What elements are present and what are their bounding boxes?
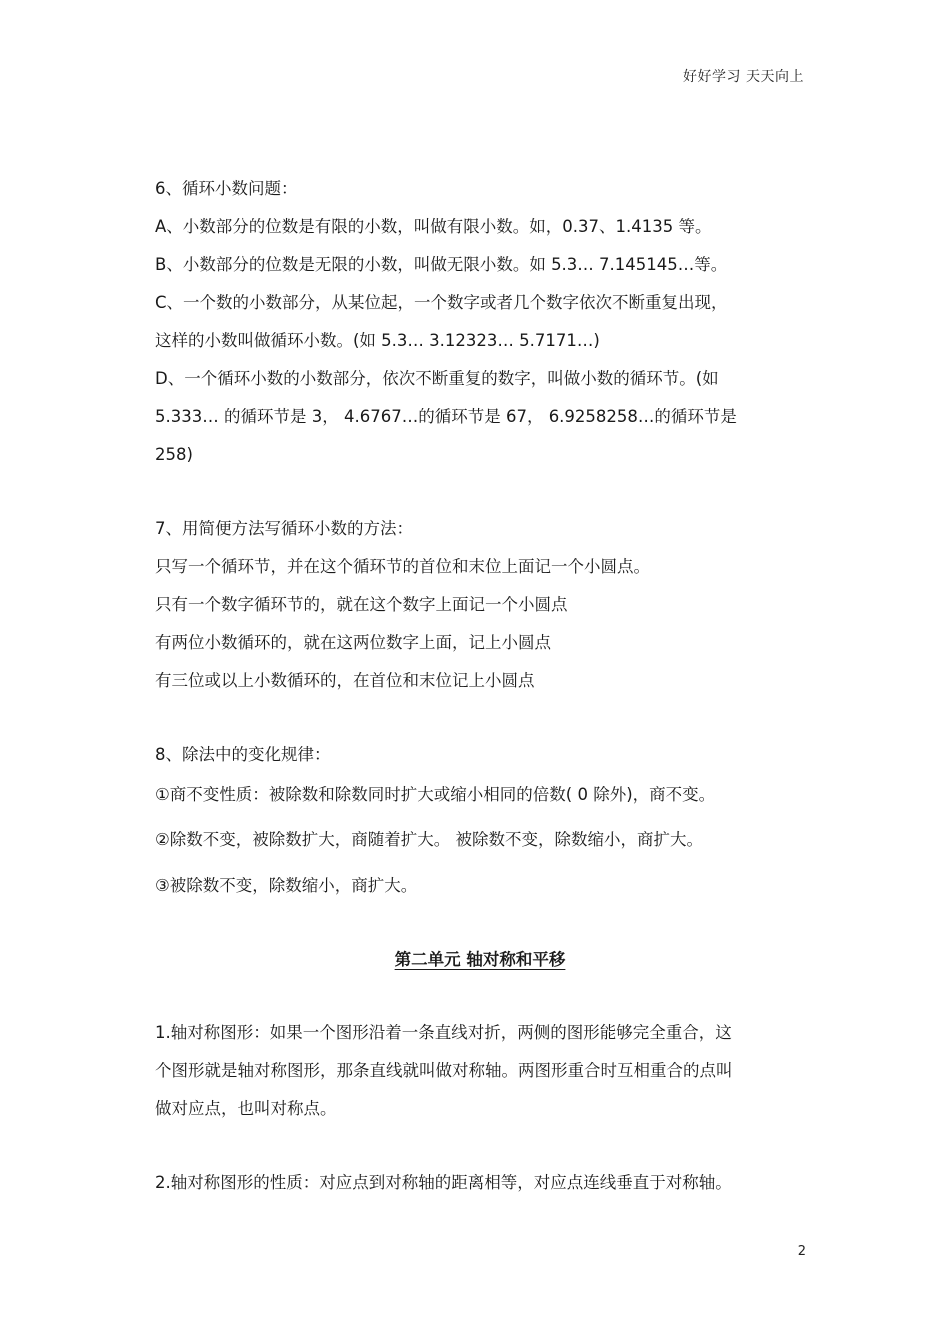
unit-2-paragraph1-line3: 做对应点，也叫对称点。 [155,1099,337,1118]
section-8-heading: 8、除法中的变化规律： [155,745,331,764]
unit-2-title: 第二单元 轴对称和平移 [394,950,566,969]
unit-2-paragraph1-line1: 1.轴对称图形：如果一个图形沿着一条直线对折，两侧的图形能够完全重合，这 [155,1023,732,1042]
section-7-line2: 只有一个数字循环节的，就在这个数字上面记一个小圆点 [155,595,568,614]
section-6-item-d-line1: D、一个循环小数的小数部分，依次不断重复的数字，叫做小数的循环节。(如 [155,369,719,388]
section-6-item-a: A、小数部分的位数是有限的小数，叫做有限小数。如，0.37、1.4135 等。 [155,217,712,236]
section-7-line4: 有三位或以上小数循环的，在首位和末位记上小圆点 [155,671,535,690]
unit-2-paragraph2: 2.轴对称图形的性质：对应点到对称轴的距离相等，对应点连线垂直于对称轴。 [155,1173,732,1192]
section-8-rule2: ②除数不变，被除数扩大，商随着扩大。 被除数不变，除数缩小，商扩大。 [155,830,704,849]
section-7-heading: 7、用简便方法写循环小数的方法： [155,519,413,538]
section-6-item-c-line1: C、一个数的小数部分，从某位起，一个数字或者几个数字依次不断重复出现， [155,293,728,312]
page-number: 2 [797,1244,806,1259]
unit-2-paragraph1-line2: 个图形就是轴对称图形，那条直线就叫做对称轴。两图形重合时互相重合的点叫 [155,1061,733,1080]
section-8-rule3: ③被除数不变，除数缩小，商扩大。 [155,876,418,895]
section-7-line3: 有两位小数循环的，就在这两位数字上面，记上小圆点 [155,633,551,652]
document-body [155,170,805,1202]
section-7-line1: 只写一个循环节，并在这个循环节的首位和末位上面记一个小圆点。 [155,557,650,576]
section-8-rule1: ①商不变性质：被除数和除数同时扩大或缩小相同的倍数( 0 除外)，商不变。 [155,785,716,804]
section-6-heading: 6、循环小数问题： [155,179,298,198]
page-header: 好好学习 天天向上 [683,69,804,85]
section-6-item-d-line3: 258) [155,445,193,464]
section-6-item-c-line2: 这样的小数叫做循环小数。(如 5.3… 3.12323… 5.7171…) [155,331,600,350]
section-6-item-d-line2: 5.333… 的循环节是 3， 4.6767…的循环节是 67， 6.9258258…的循环节是 [155,407,737,426]
section-6-item-b: B、小数部分的位数是无限的小数，叫做无限小数。如 5.3… 7.145145…等。 [155,255,728,274]
